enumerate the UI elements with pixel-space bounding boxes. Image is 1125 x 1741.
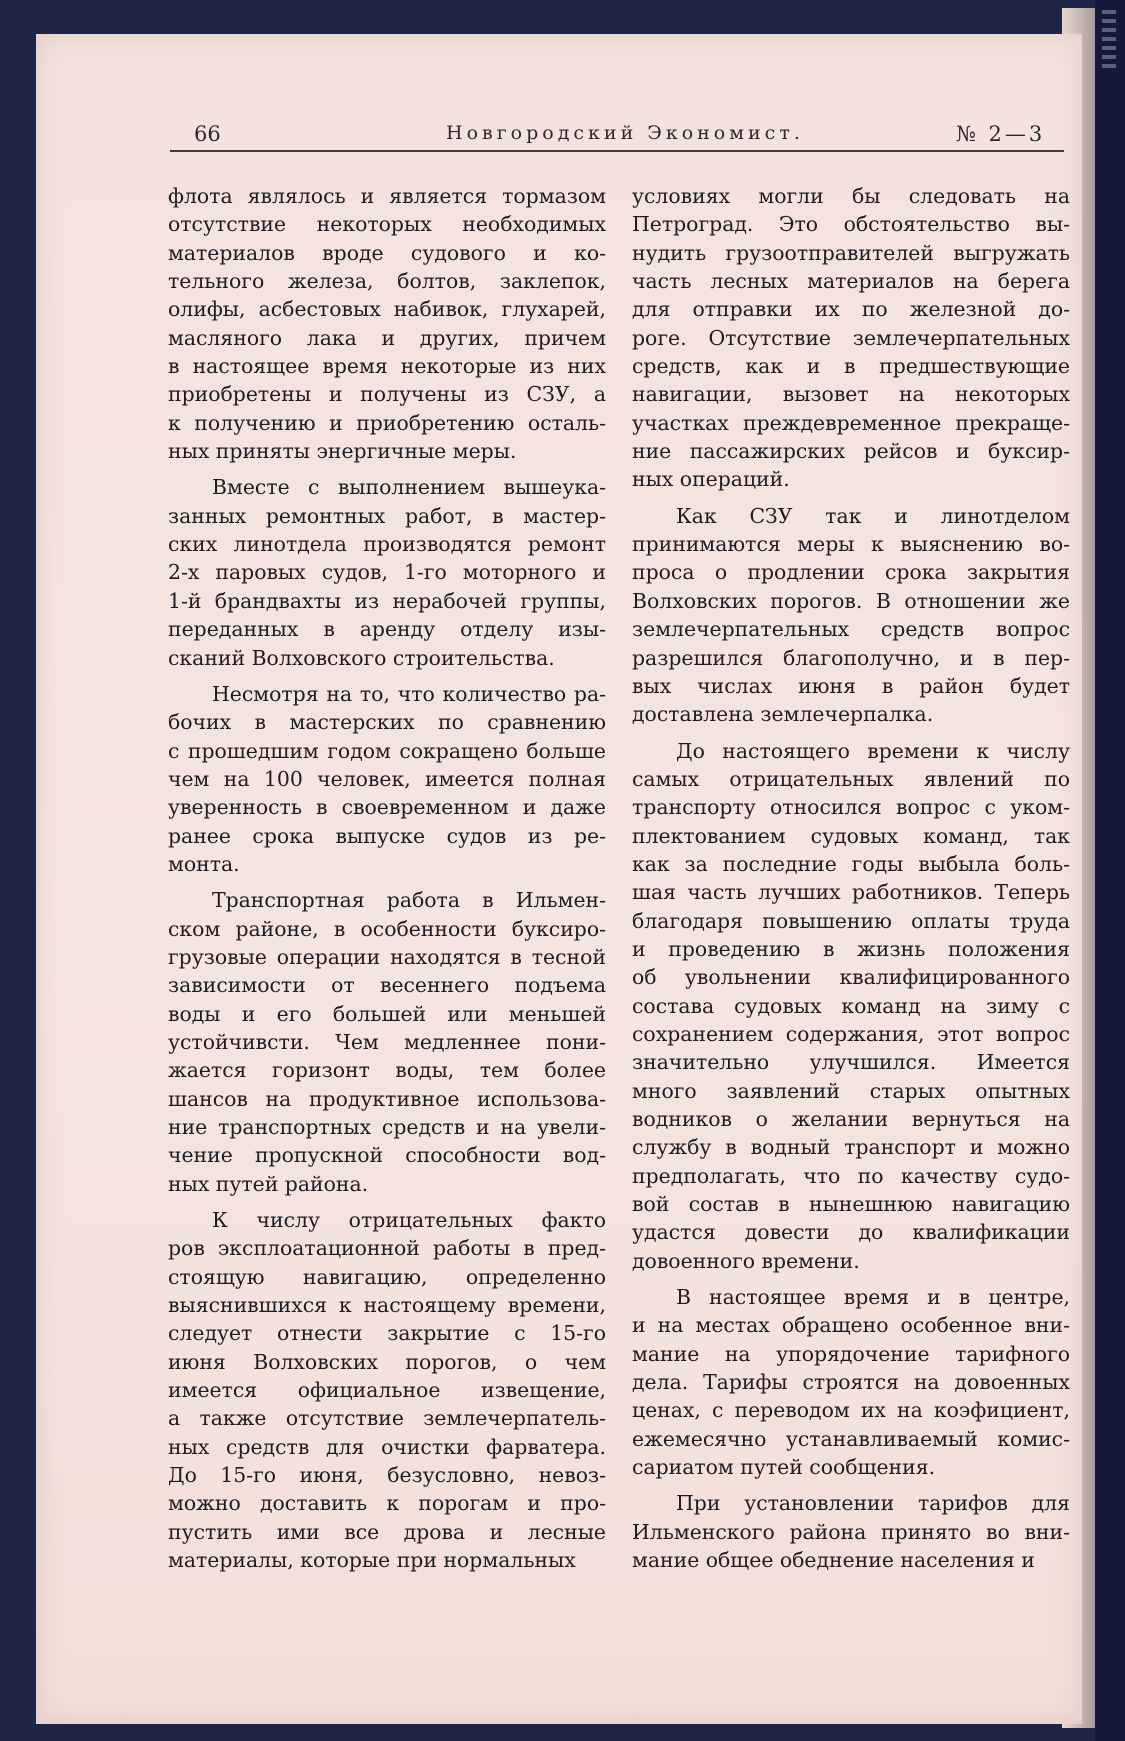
book-spine [1095, 0, 1125, 1741]
text-line: жается горизонт воды, тем более [168, 1058, 606, 1083]
text-line: материалы, которые при нормальных [168, 1548, 576, 1573]
text-line: До 15-го июня, безусловно, невоз- [168, 1463, 606, 1488]
journal-title: Новгородский Экономист. [446, 122, 804, 144]
text-line: стоящую навигацию, определенно [168, 1264, 606, 1289]
text-line: ных средств для очистки фарватера. [168, 1434, 606, 1459]
page-number: 66 [194, 122, 221, 146]
text-line: уверенность в своевременном и даже [168, 795, 606, 820]
text-line: доставлена землечерпалка. [632, 702, 934, 727]
text-line: разрешился благополучно, и в пер- [632, 645, 1070, 670]
running-header [36, 122, 1082, 152]
text-line: устойчивсти. Чем медленнее пони- [168, 1029, 606, 1054]
text-line: с прошедшим годом сокращено больше [168, 738, 606, 763]
text-line: В настоящее время и в центре, [676, 1285, 1070, 1310]
text-line: вой состав в нынешнюю навигацию [632, 1192, 1070, 1217]
text-line: благодаря повышению оплаты труда [632, 908, 1070, 933]
text-line: тельного железа, болтов, заклепок, [168, 269, 606, 294]
text-line: сканий Волховского строительства. [168, 645, 555, 670]
text-line: значительно улучшился. Имеется [632, 1050, 1070, 1075]
text-line: бочих в мастерских по сравнению [168, 710, 606, 735]
text-line: и на местах обращено особенное вни- [632, 1313, 1070, 1338]
text-line: материалов вроде судового и ко- [168, 240, 606, 265]
text-line: отсутствие некоторых необходимых [168, 212, 606, 237]
left-column [168, 182, 606, 1575]
text-line: ных путей района. [168, 1171, 369, 1196]
text-line: чение пропускной способности вод- [168, 1143, 606, 1168]
text-line: в настоящее время некоторые из них [168, 354, 606, 379]
text-line: роге. Отсутствие землечерпательных [632, 325, 1070, 350]
text-line: До настоящего времени к числу [676, 738, 1070, 763]
issue-number: № 2—3 [956, 122, 1046, 146]
text-line: навигации, вызовет на некоторых [632, 382, 1070, 407]
text-line: ских линотдела производятся ремонт [168, 532, 606, 557]
text-line: много заявлений старых опытных [632, 1078, 1070, 1103]
text-line: предполагать, что по качеству судо- [632, 1163, 1070, 1188]
text-line: следует отнести закрытие с 15-го [168, 1321, 606, 1346]
text-line: шая часть лучших работников. Теперь [632, 880, 1070, 905]
text-line: сариатом путей сообщения. [632, 1455, 936, 1480]
text-line: средств, как и в предшествующие [632, 354, 1070, 379]
text-line: К числу отрицательных факто [212, 1208, 606, 1233]
text-line: принимаются меры к выяснению во- [632, 532, 1070, 557]
text-line: шансов на продуктивное использова- [168, 1086, 606, 1111]
text-line: Вместе с выполнением вышеука- [212, 475, 606, 500]
text-line: грузовые операции находятся в тесной [168, 944, 606, 969]
text-line: масляного лака и других, причем [168, 325, 606, 350]
text-line: переданных в аренду отделу изы- [168, 617, 606, 642]
text-line: флота являлось и является тормазом [168, 184, 606, 208]
text-line: Петроград. Это обстоятельство вы- [632, 212, 1070, 237]
text-line: 2-х паровых судов, 1-го моторного и [168, 560, 606, 585]
text-line: ранее срока выпуске судов из ре- [168, 823, 606, 848]
journal-page [36, 34, 1082, 1724]
text-line: мание общее обеднение населения и [632, 1548, 1035, 1573]
text-line: Волховских порогов. В отношении же [632, 588, 1070, 613]
text-line: ров эксплоатационной работы в пред- [168, 1236, 606, 1261]
text-line: чем на 100 человек, имеется полная [168, 766, 606, 791]
text-line: ние пассажирских рейсов и буксир- [632, 439, 1070, 464]
text-line: Транспортная работа в Ильмен- [212, 888, 606, 913]
text-line: ценах, с переводом их на коэфициент, [632, 1398, 1070, 1423]
text-line: часть лесных материалов на берега [632, 269, 1070, 294]
text-line: выяснившихся к настоящему времени, [168, 1293, 606, 1318]
text-line: довоенного времени. [632, 1248, 860, 1273]
text-line: пустить ими все дрова и лесные [168, 1519, 606, 1544]
text-line: При установлении тарифов для [676, 1491, 1070, 1516]
text-line: можно доставить к порогам и про- [168, 1491, 606, 1516]
text-line: и проведению в жизнь положения [632, 936, 1070, 961]
text-line: вых числах июня в район будет [632, 673, 1070, 698]
text-line: приобретены и получены из СЗУ, а [168, 382, 606, 407]
text-line: об увольнении квалифицированного [632, 965, 1070, 990]
text-line: к получению и приобретению осталь- [168, 410, 606, 435]
text-line: воды и его большей или меньшей [168, 1001, 606, 1026]
spine-texture [1102, 10, 1116, 70]
text-line: зависимости от весеннего подъема [168, 973, 606, 998]
right-column [632, 182, 1070, 1575]
text-line: 1-й брандвахты из нерабочей группы, [168, 588, 606, 613]
text-line: удастся довести до квалификации [632, 1220, 1070, 1245]
text-line: проса о продлении срока закрытия [632, 560, 1070, 585]
text-line: дела. Тарифы строятся на довоенных [632, 1370, 1070, 1395]
text-line: июня Волховских порогов, о чем [168, 1349, 606, 1374]
text-line: условиях могли бы следовать на [632, 184, 1070, 208]
text-line: Несмотря на то, что количество ра- [212, 681, 606, 706]
text-line: плектованием судовых команд, так [632, 823, 1070, 848]
text-line: состава судовых команд на зиму с [632, 993, 1070, 1018]
text-line: нудить грузоотправителей выгружать [632, 240, 1070, 265]
header-rule [170, 150, 1064, 152]
text-line: мание на упорядочение тарифного [632, 1341, 1070, 1366]
text-line: имеется официальное извещение, [168, 1378, 606, 1403]
text-line: участках преждевременное прекраще- [632, 410, 1070, 435]
text-line: олифы, асбестовых набивок, глухарей, [168, 297, 606, 322]
text-line: ском районе, в особенности буксиро- [168, 916, 606, 941]
text-line: монта. [168, 851, 240, 876]
text-line: службу в водный транспорт и можно [632, 1135, 1070, 1160]
text-line: ных приняты энергичные меры. [168, 439, 517, 464]
text-line: самых отрицательных явлений по [632, 766, 1070, 791]
text-line: землечерпательных средств вопрос [632, 617, 1070, 642]
text-line: занных ремонтных работ, в мастер- [168, 503, 606, 528]
text-line: Как СЗУ так и линотделом [676, 503, 1070, 528]
text-line: ежемесячно устанавливаемый комис- [632, 1426, 1070, 1451]
text-line: транспорту относился вопрос с уком- [632, 795, 1070, 820]
text-line: сохранением содержания, этот вопрос [632, 1021, 1070, 1046]
text-line: Ильменского района принято во вни- [632, 1519, 1070, 1544]
text-line: ных операций. [632, 467, 790, 492]
text-line: для отправки их по железной до- [632, 297, 1070, 322]
text-line: ние транспортных средств и на увели- [168, 1115, 606, 1139]
text-line: как за последние годы выбыла боль- [632, 851, 1070, 876]
text-line: а также отсутствие землечерпатель- [168, 1406, 606, 1431]
text-line: водников о желании вернуться на [632, 1107, 1070, 1131]
